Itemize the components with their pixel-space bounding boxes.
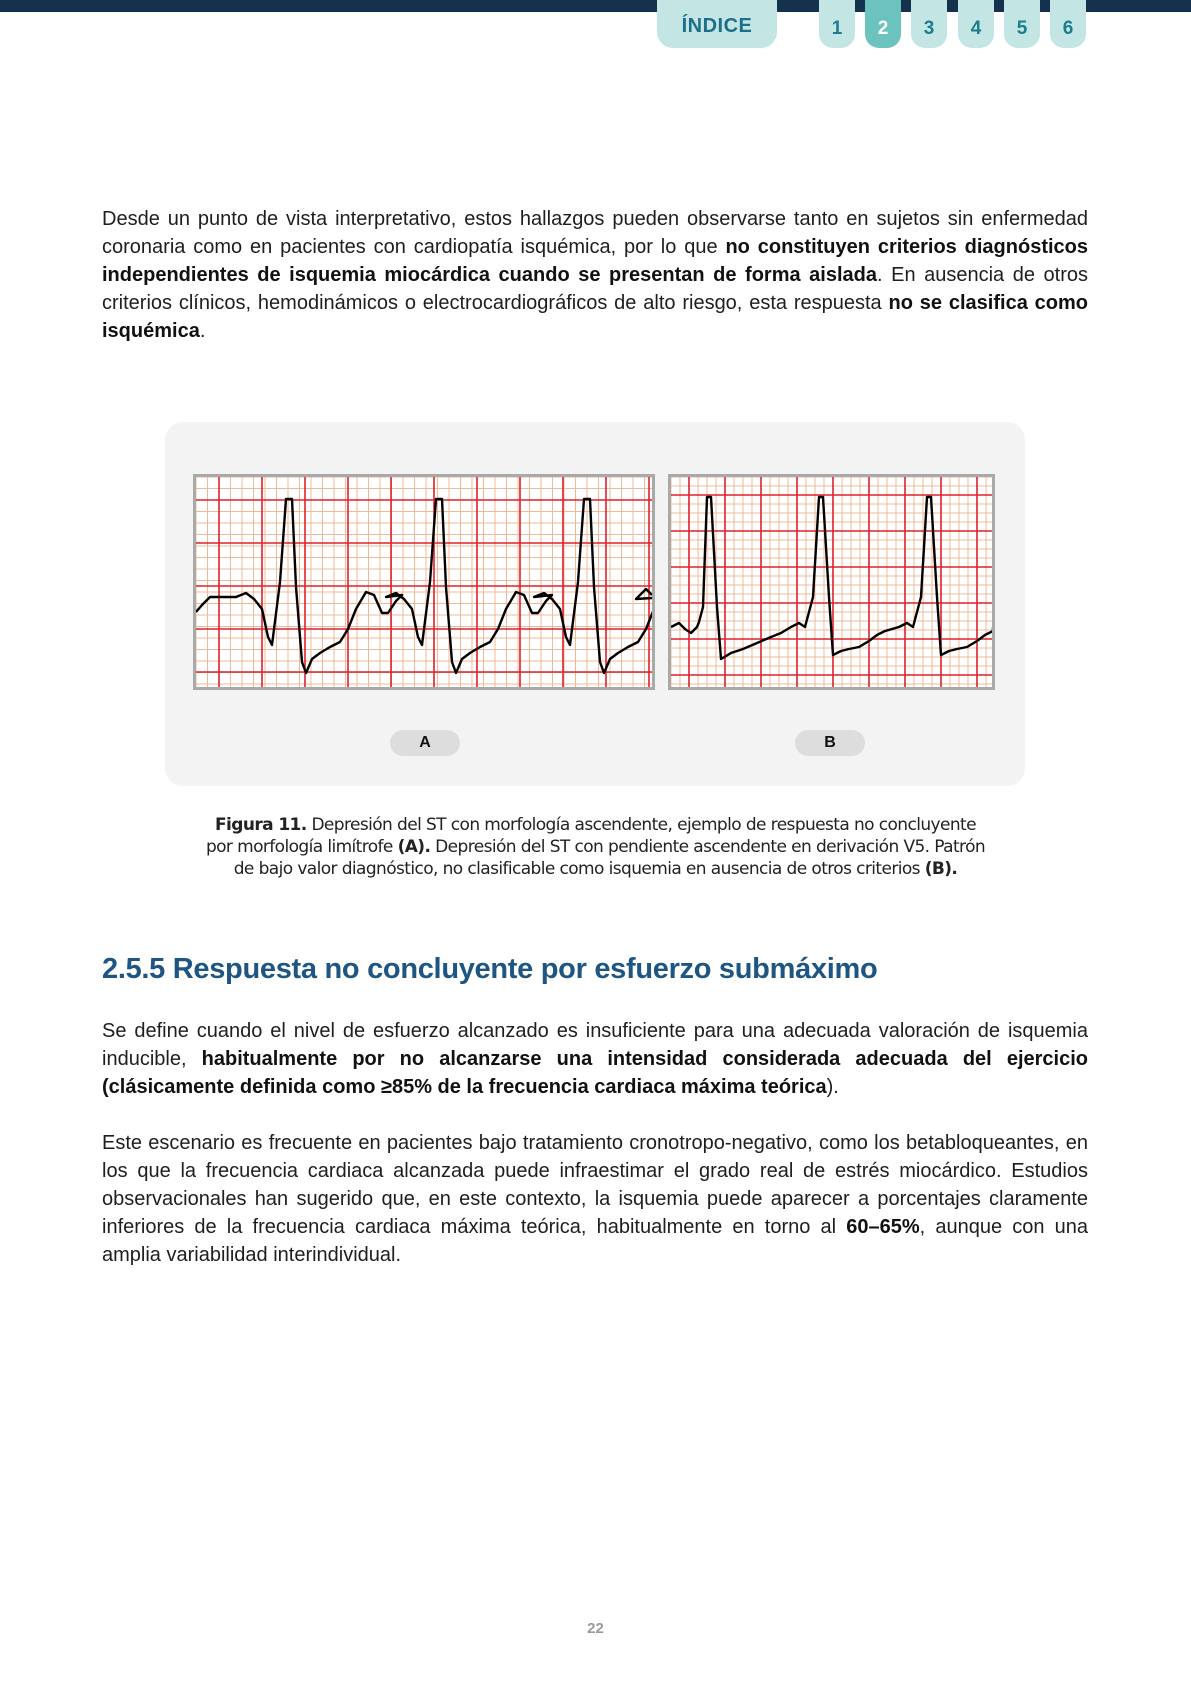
figure-11 (165, 422, 1025, 786)
chapter-tab-4[interactable]: 4 (958, 0, 994, 48)
ecg-panel-a (193, 474, 655, 690)
section-paragraph-2: Este escenario es frecuente en pacientes bajo tratamiento cronotropo-negativo, como los betabloqueantes, en los que la frecuencia cardiaca alcanzada puede infraestimar el grado real de estrés miocárdico. Estudios observacionales han sugerido que, en este contexto, la isquemia puede aparecer a porcentajes claramente inferiores de la frecuencia cardiaca máxima teórica, habitualmente en torno al 60–65%, aunque con una amplia variabilidad interindividual. (102, 1132, 1088, 1266)
chapter-tab-6[interactable]: 6 (1050, 0, 1086, 48)
chapter-tab-5[interactable]: 5 (1004, 0, 1040, 48)
chapter-tab-1[interactable]: 1 (819, 0, 855, 48)
ecg-waveform (671, 497, 992, 659)
ecg-panel-b (668, 474, 995, 690)
panel-label-a: A (390, 730, 460, 756)
page-number: 22 (587, 1620, 604, 1637)
figure-caption: Figura 11. Depresión del ST con morfología ascendente, ejemplo de respuesta no concluyente por morfología limítrofe (A). Depresión del ST con pendiente ascendente en derivación V5. Patrón de bajo valor diagnóstico, no clasificable como isquemia en ausencia de otros criterios (B). (205, 815, 986, 879)
ecg-trace-b (671, 477, 992, 687)
index-button[interactable]: ÍNDICE (657, 0, 777, 48)
ecg-trace-a (196, 477, 652, 687)
chapter-tab-3[interactable]: 3 (911, 0, 947, 48)
intro-paragraph: Desde un punto de vista interpretativo, estos hallazgos pueden observarse tanto en sujetos sin enfermedad coronaria como en pacientes con cardiopatía isquémica, por lo que no constituyen criterios diagnósticos independientes de isquemia miocárdica cuando se presentan de forma aislada. En ausencia de otros criterios clínicos, hemodinámicos o electrocardiográficos de alto riesgo, esta respuesta no se clasifica como isquémica. (102, 208, 1088, 342)
section-paragraph-1: Se define cuando el nivel de esfuerzo alcanzado es insuficiente para una adecuada valoración de isquemia inducible, habitualmente por no alcanzarse una intensidad considerada adecuada del ejercicio (clásicamente definida como ≥85% de la frecuencia cardiaca máxima teórica). (102, 1020, 1089, 1098)
panel-label-b: B (795, 730, 865, 756)
chapter-tab-2[interactable]: 2 (865, 0, 901, 48)
section-title: 2.5.5 Respuesta no concluyente por esfuerzo submáximo (102, 953, 878, 985)
